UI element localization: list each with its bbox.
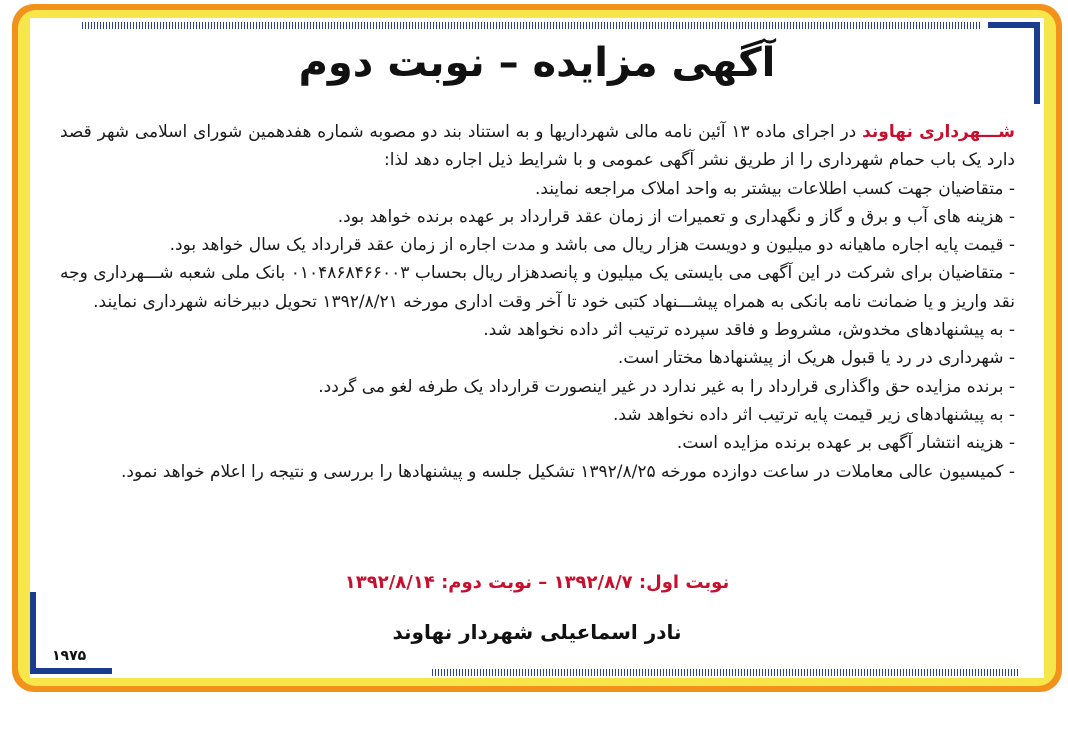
bottom-dotted-border [432, 669, 1020, 676]
condition-item: - هزینه انتشار آگهی بر عهده برنده مزایده است. [676, 433, 1015, 454]
publication-schedule: نوبت اول: ۱۳۹۲/۸/۷ – نوبت دوم: ۱۳۹۲/۸/۱۴ [344, 572, 730, 593]
intro-paragraph [60, 118, 1015, 175]
condition-item: - هزینه های آب و برق و گاز و نگهداری و تعمیرات از زمان عقد قرارداد بر عهده برنده خواهد بود. [337, 206, 1015, 227]
condition-item: - به پیشنهادهای مخدوش، مشروط و فاقد سپرده ترتیب اثر داده نخواهد شد. [483, 320, 1015, 341]
notice-title: آگهی مزایده – نوبت دوم [298, 40, 776, 86]
bottom-left-accent-horizontal [30, 668, 112, 674]
ad-number: ۱۹۷۵ [52, 648, 87, 664]
top-right-accent-horizontal [988, 22, 1040, 28]
condition-item: - شهرداری در رد یا قبول هریک از پیشنهادها مختار است. [617, 348, 1015, 369]
notice-body [60, 118, 1015, 486]
intro-text: در اجرای ماده ۱۳ آئین نامه مالی شهرداریها و به استناد بند دو مصوبه شماره هفدهمین شورای اسلامی شهر قصد دارد یک باب حمام شهرداری را از طریق نشر آگهی عمومی و با شرایط ذیل اجاره دهد لذا: [60, 122, 1015, 171]
condition-item: - کمیسیون عالی معاملات در ساعت دوازده مورخه ۱۳۹۲/۸/۲۵ تشکیل جلسه و پیشنهادها را بررسی و نتیجه را اعلام خواهد نمود. [120, 461, 1015, 482]
condition-item: - قیمت پایه اجاره ماهیانه دو میلیون و دویست هزار ریال می باشد و مدت اجاره از زمان عقد قرارداد یک سال خواهد بود. [169, 235, 1015, 256]
condition-item: - به پیشنهادهای زیر قیمت پایه ترتیب اثر داده نخواهد شد. [612, 404, 1015, 425]
mayor-signature: نادر اسماعیلی شهردار نهاوند [392, 620, 682, 644]
condition-item: - متقاضیان جهت کسب اطلاعات بیشتر به واحد املاک مراجعه نمایند. [534, 178, 1015, 199]
condition-item: - متقاضیان برای شرکت در این آگهی می بایستی یک میلیون و پانصدهزار ریال بحساب ۰۱۰۴۸۶۸۴۶۶۰۰۳ بانک ملی شعبه شـــهرداری وجه نقد واریز و یا ضمانت نامه بانکی به همراه پیشـــنهاد کتبی خود تا آخر وقت اداری مورخه ۱۳۹۲/۸/۲۱ تحویل دبیرخانه شهرداری نمایند. [60, 263, 1015, 312]
condition-item: - برنده مزایده حق واگذاری قرارداد را به غیر ندارد در غیر اینصورت قرارداد یک طرفه لغو می گردد. [318, 376, 1015, 397]
issuer-name: شـــهرداری نهاوند [862, 122, 1015, 142]
top-dotted-border [82, 22, 982, 29]
